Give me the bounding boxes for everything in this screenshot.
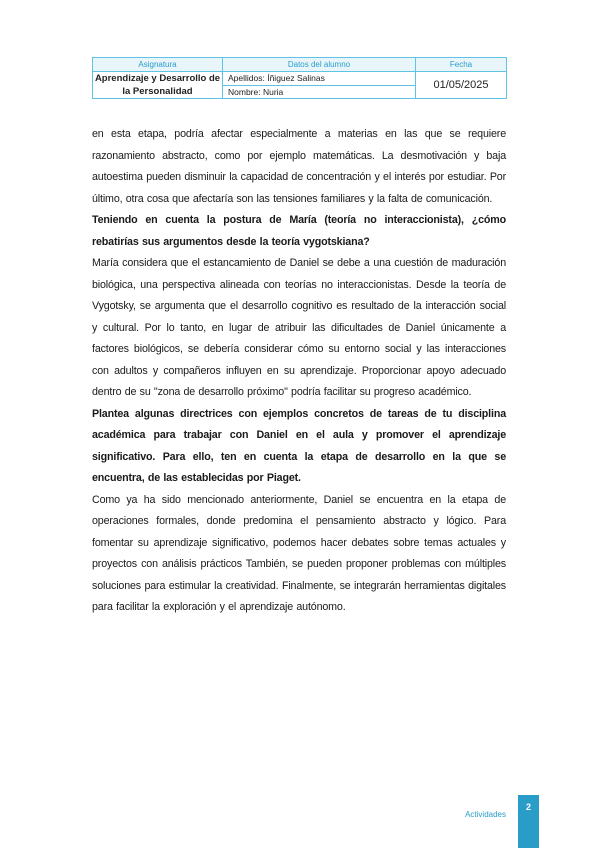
student-name: Nombre: Nuria bbox=[223, 85, 416, 99]
paragraph: Como ya ha sido mencionado anteriormente, Daniel se encuentra en la etapa de operaciones formales, donde predomina el pensamiento abstracto y lógico. Para fomentar su aprendizaje significativo, podemos hacer debates sobre temas actuales y proyectos con análisis prácticos También, se pueden proponer problemas con múltiples soluciones para estimular la creatividad. Finalmente, se integrarán herramientas digitales para facilitar la exploración y el aprendizaje autónomo. bbox=[92, 493, 506, 613]
header-table bbox=[92, 57, 507, 99]
page-number: 2 bbox=[518, 795, 539, 848]
header-student-label: Datos del alumno bbox=[223, 58, 416, 72]
paragraph: en esta etapa, podría afectar especialmente a materias en las que se requiere razonamiento abstracto, como por ejemplo matemáticas. La desmotivación y baja autoestima pueden disminuir la capacidad de concentración y el interés por estudiar. Por último, otra cosa que afectaría son las tensiones familiares y la falta de comunicación. bbox=[92, 128, 506, 205]
student-surname: Apellidos: Íñiguez Salinas bbox=[223, 72, 416, 86]
header-date-label: Fecha bbox=[416, 58, 507, 72]
subject-name: Aprendizaje y Desarrollo de la Personalidad bbox=[93, 72, 223, 99]
header-subject-label: Asignatura bbox=[93, 58, 223, 72]
document-body bbox=[92, 124, 506, 619]
footer-section-label: Actividades bbox=[465, 810, 506, 819]
question-heading: Plantea algunas directrices con ejemplos concretos de tareas de tu disciplina académica para trabajar con Daniel en el aula y promover el aprendizaje significativo. Para ello, ten en cuenta la etapa de desarrollo en la que se encuentra, de las establecidas por Piaget. bbox=[92, 407, 506, 484]
document-date: 01/05/2025 bbox=[416, 72, 507, 99]
paragraph: María considera que el estancamiento de Daniel se debe a una cuestión de maduración biológica, una perspectiva alineada con teorías no interaccionistas. Desde la teoría de Vygotsky, se argumenta que el desarrollo cognitivo es resultado de la interacción social y cultural. Por lo tanto, en lugar de atribuir las dificultades de Daniel únicamente a factores biológicos, se debería considerar cómo su entorno social y las interacciones con adultos y compañeros influyen en su aprendizaje. Proporcionar apoyo adecuado dentro de su "zona de desarrollo próximo" podría facilitar su progreso académico. bbox=[92, 257, 506, 398]
question-heading: Teniendo en cuenta la postura de María (teoría no interaccionista), ¿cómo rebatirías sus argumentos desde la teoría vygotskiana? bbox=[92, 214, 506, 248]
